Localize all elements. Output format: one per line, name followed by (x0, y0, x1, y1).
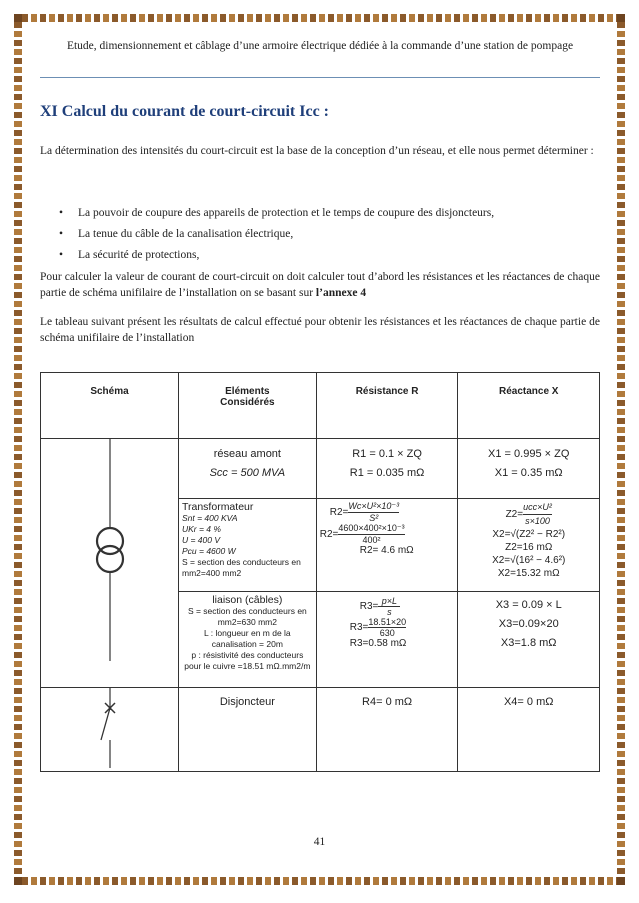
intro-paragraph: La détermination des intensités du court-circuit est la base de la conception d’un réseau, et elle nous permet déterminer : (40, 145, 594, 157)
paragraph-table-intro: Le tableau suivant présent les résultats de calcul effectué pour obtenir les résistances et les réactances de chaque partie de schéma unifilaire de l’installation (40, 316, 600, 344)
column-header: Résistance R (316, 373, 458, 439)
reactance-formula: X3=0.09×20 (498, 618, 559, 630)
formula-line: R3= $\frac{18.51\times 20}{630}$ (349, 617, 407, 638)
reactance-value: X2=15.32 mΩ (497, 568, 560, 579)
reactance-formula: X2=√(Z2² − R2²) (492, 529, 566, 540)
fraction-denominator: S² (369, 513, 379, 523)
resistance-value: R1 = 0.035 mΩ (349, 467, 425, 479)
resistance-cell (316, 439, 458, 499)
annex-reference: l’annexe 4 (315, 287, 367, 299)
reactance-cell (458, 439, 600, 499)
formula-line: R2= $\frac{\text{Wc×U²×10⁻³}}{\text{S²}}$ (329, 501, 400, 523)
page-border-bottom (22, 877, 617, 885)
element-param: S = section des conducteurs en mm2=630 mm2 (187, 606, 307, 627)
reactance-cell (458, 499, 600, 592)
reactance-cell (458, 592, 600, 688)
element-name: liaison (câbles) (212, 594, 283, 606)
impedance-value: Z2=16 mΩ (505, 542, 553, 553)
list-item: • La sécurité de protections, (40, 245, 494, 266)
list-item: • La pouvoir de coupure des appareils de protection et le temps de coupure des disjoncteurs, (40, 203, 494, 224)
border-corner (617, 14, 625, 22)
element-param: Snt = 400 KVA (181, 513, 238, 523)
fraction-numerator: 18.51×20 (368, 617, 407, 627)
table-header-row (41, 373, 600, 439)
circuit-breaker-icon (41, 688, 177, 768)
paragraph-annex (40, 269, 600, 301)
reactance-value: X3=1.8 mΩ (500, 637, 557, 649)
element-param: UKr = 4 % (181, 524, 221, 534)
fraction-numerator: p×L (378, 596, 400, 607)
fraction-numerator: 4600×400²×10⁻³ (338, 523, 405, 533)
element-param: p : résistivité des conducteurs pour le cuivre =18.51 mΩ.mm2/m (184, 650, 311, 671)
bullet-list (40, 203, 494, 266)
page-border-right (617, 22, 625, 882)
border-corner (14, 14, 22, 22)
list-item: • La tenue du câble de la canalisation électrique, (40, 224, 494, 245)
formula-line: R3= $\frac{p\times L}{s}$ (320, 596, 455, 617)
border-corner (617, 877, 625, 885)
fraction-numerator: Wc×U²×10⁻³ (348, 501, 400, 511)
element-cell (178, 439, 316, 499)
element-param: L : longueur en m de la canalisation = 20m (204, 628, 291, 649)
fraction-denominator: 400² (362, 535, 381, 545)
element-param: S = section des conducteurs en mm2=400 mm2 (181, 557, 301, 578)
element-name: Transformateur (181, 501, 254, 513)
element-name: Disjoncteur (178, 688, 316, 772)
fraction-denominator: s (387, 607, 392, 617)
element-cell (178, 499, 316, 592)
page-header: Etude, dimensionnement et câblage d’une armoire électrique dédiée à la commande d’une station de pompage (66, 40, 574, 52)
reactance-formula: X1 = 0.995 × ZQ (488, 448, 570, 460)
element-param: Pcu = 4600 W (181, 546, 236, 556)
resistance-value: R2= 4.6 mΩ (359, 545, 414, 556)
formula-line: R2= $\frac{\text{4600×400²×10⁻³}}{\text{400²}}$ (319, 523, 405, 545)
resistance-formula: R1 = 0.1 × ZQ (352, 448, 422, 460)
fraction-denominator: 630 (379, 628, 395, 638)
page-border-left (14, 22, 22, 882)
transformer-icon (97, 528, 123, 572)
table-row (41, 439, 600, 499)
column-header: Réactance X (458, 373, 600, 439)
fraction-denominator: s×100 (525, 516, 550, 526)
reactance-value: X4= 0 mΩ (458, 688, 600, 772)
page-number: 41 (313, 836, 326, 848)
border-corner (14, 877, 22, 885)
section-title: XI Calcul du courant de court-circuit Icc : (40, 103, 329, 120)
reactance-formula: X2=√(16² − 4.6²) (492, 555, 566, 566)
resistance-value: R3=0.58 mΩ (349, 638, 407, 649)
column-header: Schéma (41, 373, 179, 439)
resistance-cell (316, 592, 458, 688)
element-name: réseau amont (213, 448, 281, 460)
reactance-formula: X3 = 0.09 × L (495, 599, 562, 611)
formula-line: Z2= ucc×U² s×100 (505, 502, 552, 526)
resistance-cell (316, 499, 458, 592)
results-table (40, 372, 600, 772)
element-value: Scc = 500 MVA (209, 467, 286, 479)
schema-cell (41, 439, 179, 688)
column-header: Eléments Considérés (178, 373, 316, 439)
element-cell (178, 592, 316, 688)
element-param: U = 400 V (181, 535, 221, 545)
single-line-diagram (41, 439, 177, 661)
fraction-numerator: ucc×U² (523, 501, 552, 515)
paragraph-text: Pour calculer la valeur de courant de court-circuit on doit calculer tout d’abord les résistances et les réactances de chaque partie de schéma unifilaire de l’installation on se basant sur (40, 271, 600, 299)
page-border-top (22, 14, 617, 22)
resistance-value: R4= 0 mΩ (316, 688, 458, 772)
table-row (41, 688, 600, 772)
schema-cell (41, 688, 179, 772)
reactance-value: X1 = 0.35 mΩ (494, 467, 563, 479)
header-divider (40, 77, 600, 78)
